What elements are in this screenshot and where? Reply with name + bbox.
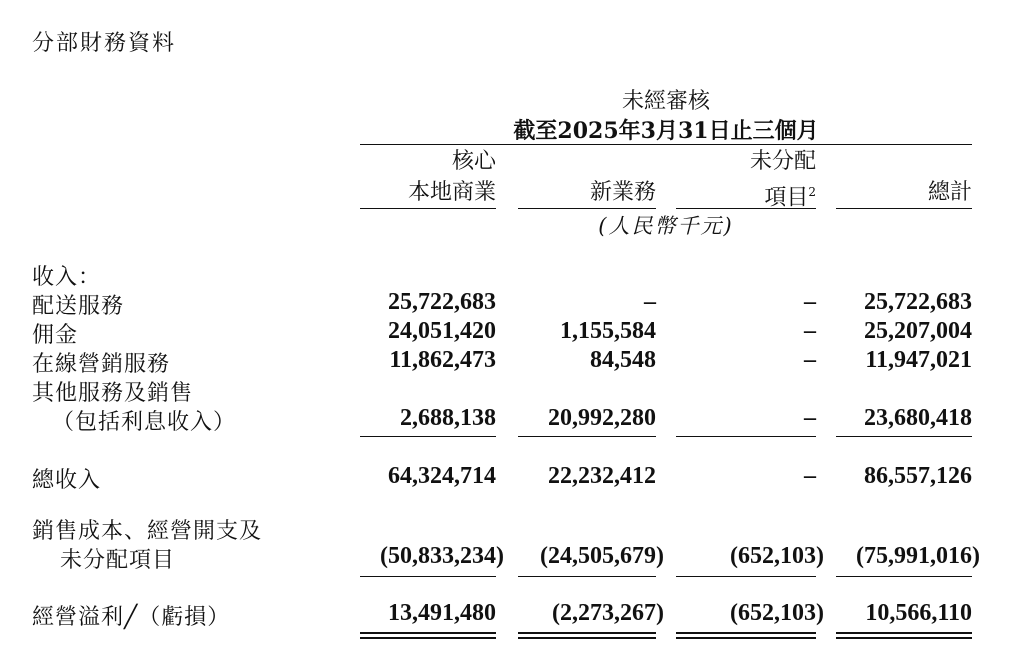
costs-label: 銷售成本、經營開支及: [32, 519, 263, 544]
cell-value: 24,051,420: [388, 318, 496, 344]
cell-value: (2,273,267): [552, 600, 664, 626]
column-header-line2: 總計: [927, 180, 972, 205]
cell-value: (50,833,234): [380, 543, 504, 569]
column-header-line2: 本地商業: [407, 180, 496, 205]
row-label: 佣金: [32, 323, 79, 348]
cell-value: –: [804, 289, 816, 315]
cell-value: (652,103): [730, 600, 824, 626]
audit-status: 未經審核: [621, 89, 710, 114]
double-rule: [836, 637, 972, 639]
double-rule: [360, 637, 496, 639]
cell-value: 11,862,473: [389, 347, 496, 373]
period-underline: [360, 144, 972, 145]
cell-value: (24,505,679): [540, 543, 664, 569]
column-header-line1: 核心: [451, 149, 496, 174]
cell-value: 10,566,110: [865, 600, 972, 626]
period-label: 截至2025年3月31日止三個月: [513, 118, 819, 144]
subtotal-rule: [836, 436, 972, 437]
double-rule: [518, 637, 656, 639]
column-header-line1: [836, 146, 972, 177]
subtotal-rule: [518, 576, 656, 577]
column-header-total: [836, 146, 972, 208]
subtotal-rule: [836, 576, 972, 577]
column-underline: [836, 208, 972, 209]
column-header-unallocated: [676, 146, 816, 213]
costs-label-continued: 未分配項目: [60, 548, 176, 573]
column-underline: [676, 208, 816, 209]
cell-value: 84,548: [590, 347, 656, 373]
subtotal-rule: [676, 436, 816, 437]
double-rule: [836, 632, 972, 634]
cell-value: 2,688,138: [400, 405, 496, 431]
revenue-heading: 收入：: [32, 265, 102, 290]
column-header-core-local: [360, 146, 496, 208]
column-header-line1: 未分配: [749, 149, 816, 174]
column-header-new-initiatives: [518, 146, 656, 208]
double-rule: [518, 632, 656, 634]
double-rule: [360, 632, 496, 634]
column-header-line2: 新業務: [589, 180, 656, 205]
cell-value: –: [804, 405, 816, 431]
cell-value: –: [644, 289, 656, 315]
row-label: 在線營銷服務: [32, 352, 171, 377]
cell-value: 25,722,683: [388, 289, 496, 315]
row-label: 其他服務及銷售: [32, 381, 194, 406]
row-label: 配送服務: [32, 294, 125, 319]
cell-value: –: [804, 347, 816, 373]
cell-value: 1,155,584: [560, 318, 656, 344]
footnote-marker: 2: [808, 185, 816, 199]
subtotal-rule: [676, 576, 816, 577]
column-underline: [360, 208, 496, 209]
double-rule: [676, 637, 816, 639]
cell-value: 23,680,418: [864, 405, 972, 431]
cell-value: 22,232,412: [548, 463, 656, 489]
cell-value: 13,491,480: [388, 600, 496, 626]
cell-value: 25,722,683: [864, 289, 972, 315]
column-header-line2-text: 項目: [764, 185, 809, 211]
row-label-continued: （包括利息收入）: [52, 410, 237, 435]
operating-profit-label: 經營溢利╱（虧損）: [32, 605, 231, 630]
cell-value: 64,324,714: [388, 463, 496, 489]
cell-value: –: [804, 463, 816, 489]
column-header-line1: [518, 146, 656, 177]
cell-value: 25,207,004: [864, 318, 972, 344]
cell-value: –: [804, 318, 816, 344]
cell-value: 86,557,126: [864, 463, 972, 489]
page-title: 分部財務資料: [32, 31, 177, 56]
cell-value: 20,992,280: [548, 405, 656, 431]
subtotal-rule: [360, 436, 496, 437]
subtotal-rule: [518, 436, 656, 437]
cell-value: (652,103): [730, 543, 824, 569]
column-underline: [518, 208, 656, 209]
subtotal-rule: [360, 576, 496, 577]
cell-value: 11,947,021: [865, 347, 972, 373]
total-revenue-label: 總收入: [32, 468, 102, 493]
currency-unit: (人民幣千元): [598, 214, 734, 238]
cell-value: (75,991,016): [856, 543, 980, 569]
double-rule: [676, 632, 816, 634]
